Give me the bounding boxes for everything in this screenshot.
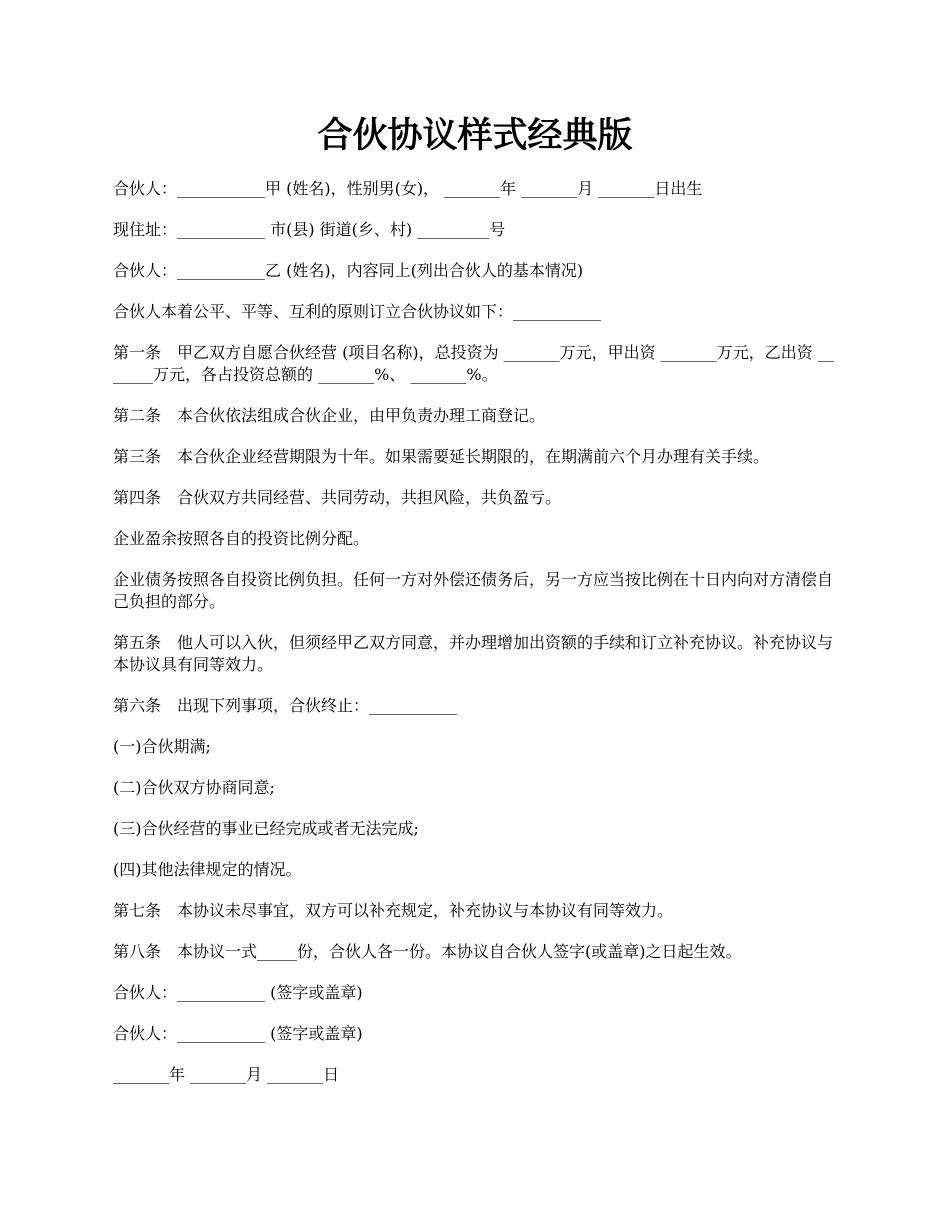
signature-date: _______年 _______月 _______日 bbox=[113, 1065, 340, 1084]
article-6: 第六条 出现下列事项，合伙终止：___________ bbox=[113, 696, 458, 715]
address-line: 现住址：___________ 市(县) 街道(乡、村) _________号 bbox=[113, 220, 506, 239]
partner-b-info: 合伙人：___________乙 (姓名)，内容同上(列出合伙人的基本情况) bbox=[113, 261, 584, 280]
signature-partner-1: 合伙人：___________ (签字或盖章) bbox=[113, 983, 363, 1002]
article-3: 第三条 本合伙企业经营期限为十年。如果需要延长期限的，在期满前六个月办理有关手续。 bbox=[113, 447, 770, 466]
article-4: 第四条 合伙双方共同经营、共同劳动，共担风险，共负盈亏。 bbox=[113, 488, 562, 507]
termination-item-2: (二)合伙双方协商同意; bbox=[113, 778, 275, 797]
debt-responsibility: 企业债务按照各自投资比例负担。任何一方对外偿还债务后，另一方应当按比例在十日内向对方清偿自己负担的部分。 bbox=[113, 570, 834, 611]
document-title: 合伙协议样式经典版 bbox=[317, 116, 633, 156]
article-7: 第七条 本协议未尽事宜，双方可以补充规定，补充协议与本协议有同等效力。 bbox=[113, 901, 674, 920]
termination-item-1: (一)合伙期满; bbox=[113, 737, 211, 756]
article-2: 第二条 本合伙依法组成合伙企业，由甲负责办理工商登记。 bbox=[113, 406, 546, 425]
partner-a-info: 合伙人：___________甲 (姓名)，性别男(女)， _______年 _______月 _______日出生 bbox=[113, 179, 703, 198]
article-5: 第五条 他人可以入伙，但须经甲乙双方同意，并办理增加出资额的手续和订立补充协议。补充协议与本协议具有同等效力。 bbox=[113, 633, 834, 674]
article-1: 第一条 甲乙双方自愿合伙经营 (项目名称)，总投资为 _______万元，甲出资 _______万元，乙出资 _______万元，各占投资总额的 _______%、 _______%。 bbox=[113, 343, 834, 384]
article-8: 第八条 本协议一式_____份，合伙人各一份。本协议自合伙人签字(或盖章)之日起生效。 bbox=[113, 942, 742, 961]
termination-item-4: (四)其他法律规定的情况。 bbox=[113, 860, 302, 879]
signature-partner-2: 合伙人：___________ (签字或盖章) bbox=[113, 1024, 363, 1043]
document-body bbox=[113, 178, 839, 1086]
termination-item-3: (三)合伙经营的事业已经完成或者无法完成; bbox=[113, 819, 419, 838]
profit-distribution: 企业盈余按照各自的投资比例分配。 bbox=[113, 529, 370, 548]
agreement-intro: 合伙人本着公平、平等、互利的原则订立合伙协议如下：___________ bbox=[113, 302, 602, 321]
